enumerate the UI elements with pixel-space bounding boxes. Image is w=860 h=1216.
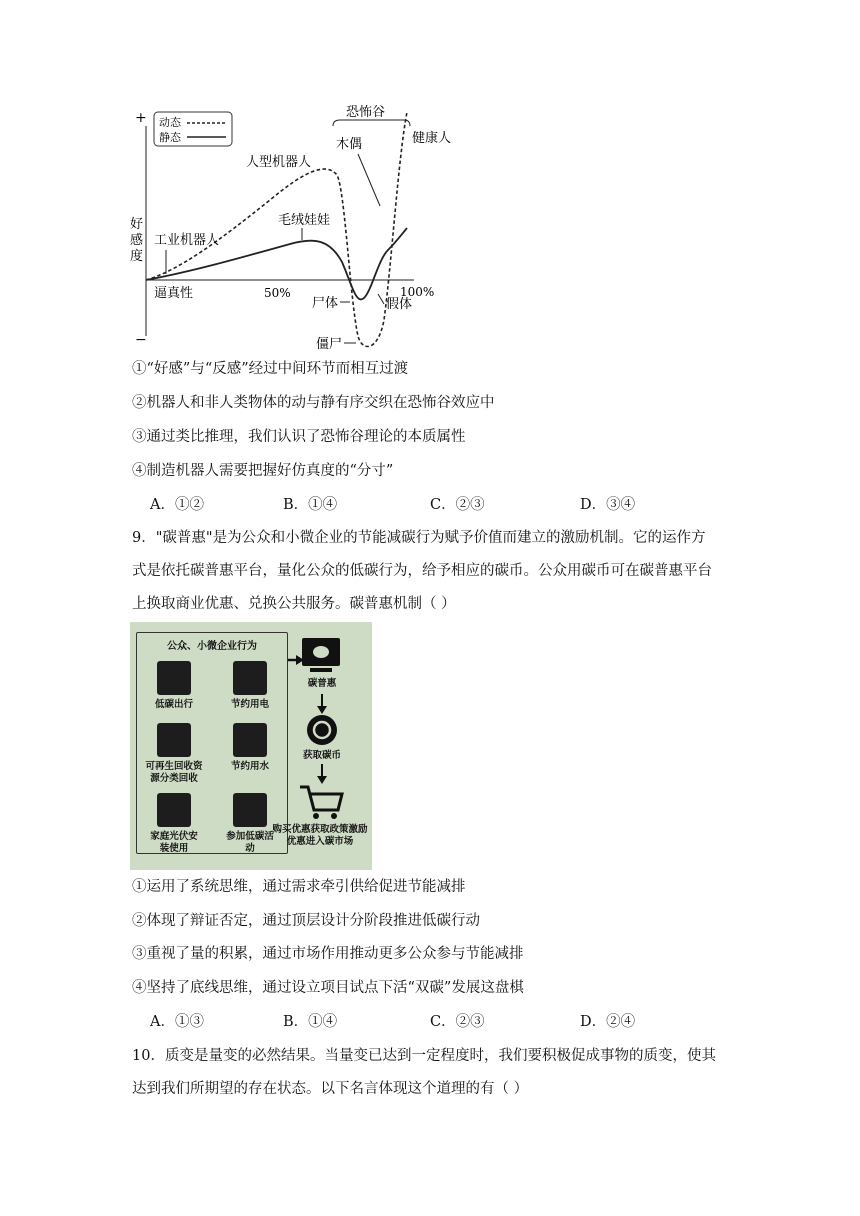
q9-option-a[interactable]: A．①③ bbox=[150, 1014, 204, 1030]
label-prosthesis: 假体 bbox=[386, 297, 413, 312]
label-puppet: 木偶 bbox=[336, 137, 363, 152]
coin-icon bbox=[307, 715, 337, 745]
platform-label: 碳普惠 bbox=[307, 678, 337, 689]
behavior-box-title: 公众、小微企业行为 bbox=[167, 641, 257, 652]
puppet-pointer bbox=[358, 154, 380, 206]
item-save-electricity: 节约用电 bbox=[215, 661, 285, 711]
q9-text-line-3: 上换取商业优惠、兑换公共服务。碳普惠机制（ ） bbox=[132, 596, 456, 612]
label-zombie: 僵尸 bbox=[316, 337, 343, 352]
x-tick-50: 50% bbox=[264, 286, 291, 300]
coins-label: 获取碳币 bbox=[302, 750, 341, 761]
q8-option-b[interactable]: B．①④ bbox=[283, 497, 338, 513]
q10-text-line-2: 达到我们所期望的存在状态。以下名言体现这个道理的有（ ） bbox=[132, 1081, 529, 1097]
label-plush-doll: 毛绒娃娃 bbox=[278, 213, 331, 228]
item-solar: 家庭光伏安装使用 bbox=[139, 793, 209, 855]
q9-statement-3: ③重视了量的积累，通过市场作用推动更多公众参与节能减排 bbox=[132, 946, 524, 962]
y-minus-label: − bbox=[135, 332, 147, 348]
y-axis-label: 好感度 bbox=[130, 217, 144, 264]
label-humanoid-robot: 人型机器人 bbox=[246, 155, 312, 170]
item-recycling: 可再生回收资源分类回收 bbox=[139, 723, 209, 785]
q9-statement-4: ④坚持了底线思维，通过设立项目试点下活“双碳”发展这盘棋 bbox=[132, 980, 524, 996]
q8-option-d[interactable]: D．③④ bbox=[580, 497, 636, 513]
q9-text-line-2: 式是依托碳普惠平台，量化公众的低碳行为，给予相应的碳币。公众用碳币可在碳普惠平台 bbox=[132, 563, 712, 579]
label-industrial-robot: 工业机器人 bbox=[154, 233, 220, 248]
y-plus-label: + bbox=[135, 110, 147, 126]
q8-option-c[interactable]: C．②③ bbox=[430, 497, 485, 513]
cart-icon bbox=[300, 787, 342, 810]
uncanny-valley-chart bbox=[0, 0, 860, 360]
uncanny-valley-bracket bbox=[333, 120, 410, 126]
legend-dynamic-label: 动态 bbox=[159, 116, 181, 129]
q9-statement-1: ①运用了系统思维，通过需求牵引供给促进节能减排 bbox=[132, 879, 466, 895]
uncanny-valley-label: 恐怖谷 bbox=[346, 105, 386, 120]
q9-option-d[interactable]: D．②④ bbox=[580, 1014, 636, 1030]
q8-statement-3: ③通过类比推理，我们认识了恐怖谷理论的本质属性 bbox=[132, 429, 466, 445]
q9-option-c[interactable]: C．②③ bbox=[430, 1014, 485, 1030]
legend-static-label: 静态 bbox=[159, 131, 181, 144]
x-tick-100: 100% bbox=[400, 285, 435, 299]
q9-option-b[interactable]: B．①④ bbox=[283, 1014, 338, 1030]
label-healthy-person: 健康人 bbox=[412, 131, 452, 146]
x-axis-label: 逼真性 bbox=[154, 286, 194, 301]
q9-text-line-1: 9．"碳普惠"是为公众和小微企业的节能减碳行为赋予价值而建立的激励机制。它的运作方 bbox=[132, 530, 706, 546]
benefits-label: 购买优惠获取政策激励优惠进入碳市场 bbox=[272, 824, 368, 847]
label-corpse: 尸体 bbox=[312, 296, 339, 311]
item-low-carbon-travel: 低碳出行 bbox=[139, 661, 209, 711]
prosthesis-pointer bbox=[378, 294, 384, 304]
q10-text-line-1: 10．质变是量变的必然结果。当量变已达到一定程度时，我们要积极促成事物的质变，使其 bbox=[132, 1048, 716, 1064]
q9-statement-2: ②体现了辩证否定，通过顶层设计分阶段推进低碳行动 bbox=[132, 913, 480, 929]
q8-statement-2: ②机器人和非人类物体的动与静有序交织在恐怖谷效应中 bbox=[132, 395, 495, 411]
carbon-inclusion-diagram bbox=[130, 622, 372, 870]
dynamic-curve bbox=[146, 112, 407, 347]
item-save-water: 节约用水 bbox=[215, 723, 285, 773]
q8-statement-4: ④制造机器人需要把握好仿真度的“分寸” bbox=[132, 463, 394, 479]
q8-option-a[interactable]: A．①② bbox=[150, 497, 204, 513]
item-low-carbon-activity: 参加低碳活动 bbox=[215, 793, 285, 855]
q8-statement-1: ①“好感”与“反感”经过中间环节而相互过渡 bbox=[132, 361, 409, 377]
